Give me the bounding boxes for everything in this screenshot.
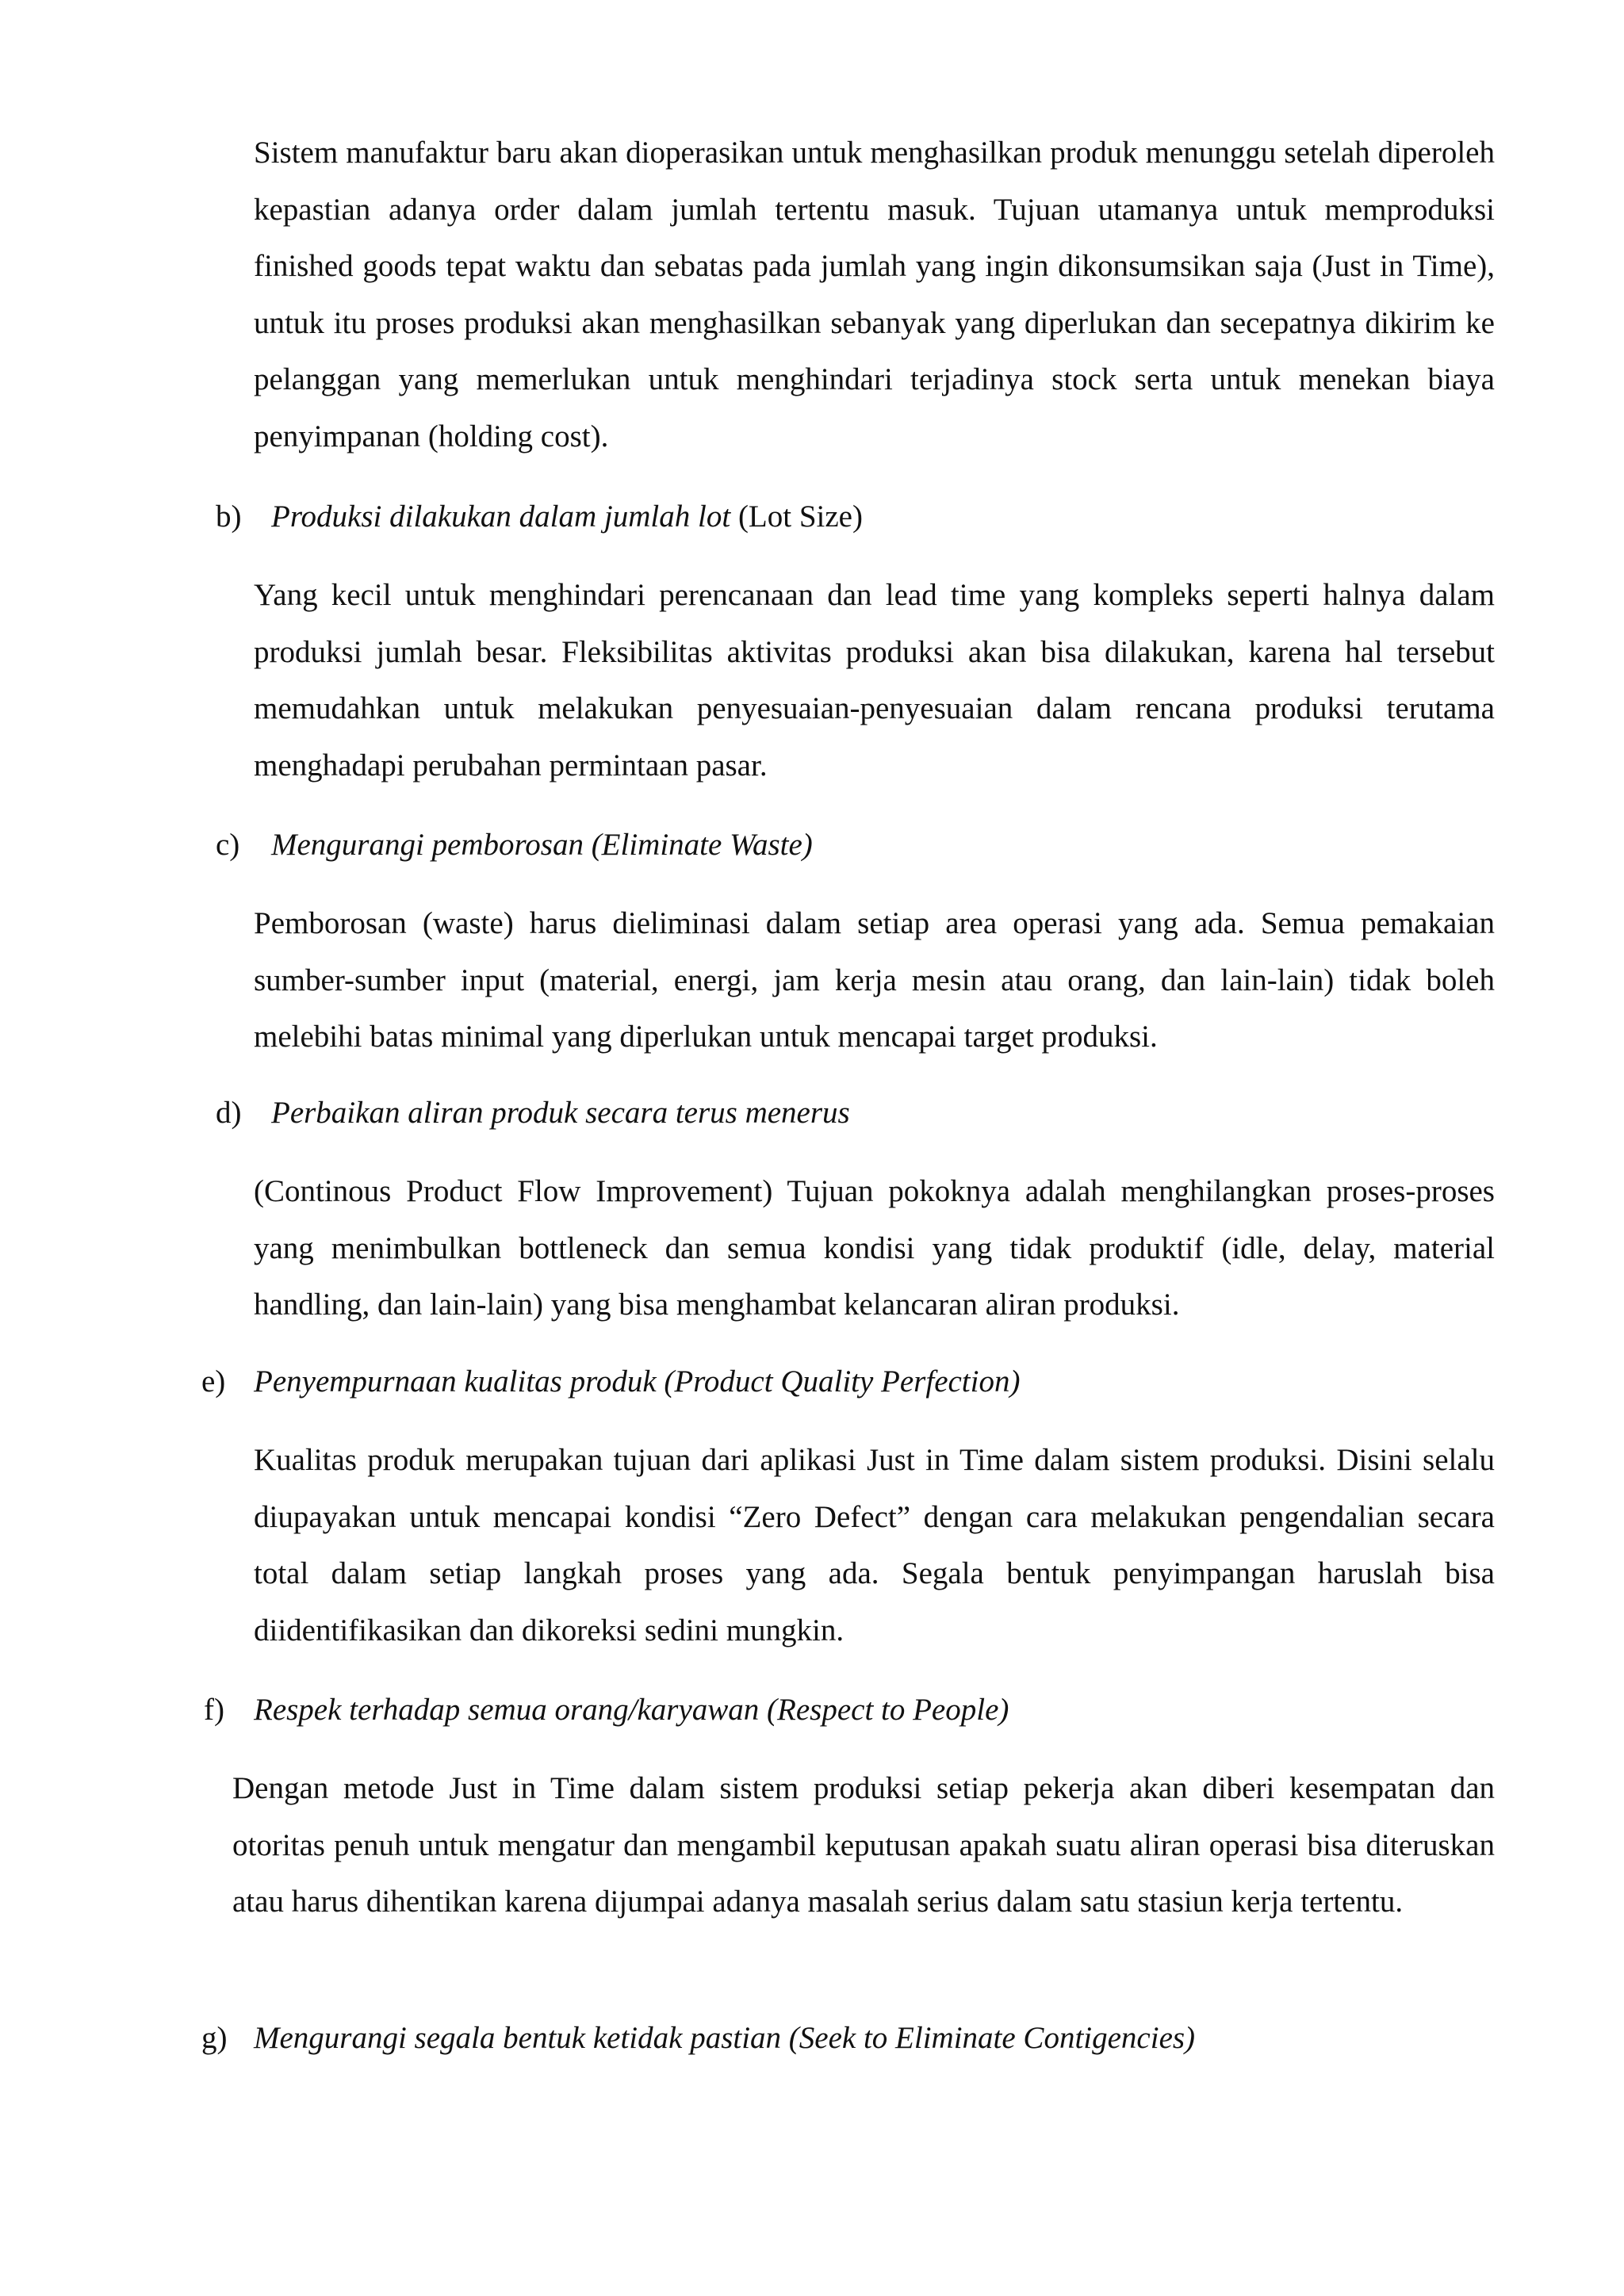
intro-paragraph: Sistem manufaktur baru akan dioperasikan untuk menghasilkan produk menunggu setelah diperoleh kepastian adanya order dalam jumlah tertentu masuk. Tujuan utamanya untuk memproduksi finished goods tepat waktu dan sebatas pada jumlah yang ingin dikonsumsikan saja (Just in Time), untuk itu proses produksi akan menghasilkan sebanyak yang diperlukan dan secepatnya dikirim ke pelanggan yang memerlukan untuk menghindari terjadinya stock serta untuk menekan biaya penyimpanan (holding cost).: [254, 136, 1495, 453]
section-b-title-extra: (Lot Size): [730, 499, 863, 534]
section-g-title: Mengurangi segala bentuk ketidak pastian (Seek to Eliminate Contigencies): [254, 2021, 1196, 2055]
section-b-label: b): [216, 499, 242, 534]
section-b-title-italic: Produksi dilakukan dalam jumlah lot: [271, 499, 731, 534]
section-e-label: e): [201, 1364, 226, 1399]
section-d-body: (Continous Product Flow Improvement) Tujuan pokoknya adalah menghilangkan proses-proses yang menimbulkan bottleneck dan semua kondisi yang tidak produktif (idle, delay, material handling, dan lain-lain) yang bisa menghambat kelancaran aliran produksi.: [254, 1174, 1495, 1322]
section-f-label: f): [204, 1693, 224, 1727]
section-d-title: Perbaikan aliran produk secara terus menerus: [271, 1096, 850, 1130]
section-e-title: Penyempurnaan kualitas produk (Product Quality Perfection): [254, 1364, 1021, 1399]
section-c-body: Pemborosan (waste) harus dieliminasi dalam setiap area operasi yang ada. Semua pemakaian sumber-sumber input (material, energi, jam kerja mesin atau orang, dan lain-lain) tidak boleh melebihi batas minimal yang diperlukan untuk mencapai target produksi.: [254, 906, 1495, 1054]
section-f-title: Respek terhadap semua orang/karyawan (Respect to People): [254, 1693, 1009, 1727]
section-b-body: Yang kecil untuk menghindari perencanaan dan lead time yang kompleks seperti halnya dalam produksi jumlah besar. Fleksibilitas aktivitas produksi akan bisa dilakukan, karena hal tersebut memudahkan untuk melakukan penyesuaian-penyesuaian dalam rencana produksi terutama menghadapi perubahan permintaan pasar.: [254, 578, 1495, 783]
section-d-label: d): [216, 1096, 242, 1130]
section-c-title: Mengurangi pemborosan (Eliminate Waste): [271, 828, 813, 862]
section-b-title: [271, 497, 863, 537]
section-f-body: Dengan metode Just in Time dalam sistem produksi setiap pekerja akan diberi kesempatan dan otoritas penuh untuk mengatur dan mengambil keputusan apakah suatu aliran operasi bisa diteruskan atau harus dihentikan karena dijumpai adanya masalah serius dalam satu stasiun kerja tertentu.: [232, 1771, 1495, 1919]
section-e-body: Kualitas produk merupakan tujuan dari aplikasi Just in Time dalam sistem produksi. Disini selalu diupayakan untuk mencapai kondisi “Zero Defect” dengan cara melakukan pengendalian secara total dalam setiap langkah proses yang ada. Segala bentuk penyimpangan haruslah bisa diidentifikasikan dan dikoreksi sedini mungkin.: [254, 1443, 1495, 1647]
section-g-label: g): [201, 2021, 228, 2055]
section-c-label: c): [216, 828, 240, 862]
